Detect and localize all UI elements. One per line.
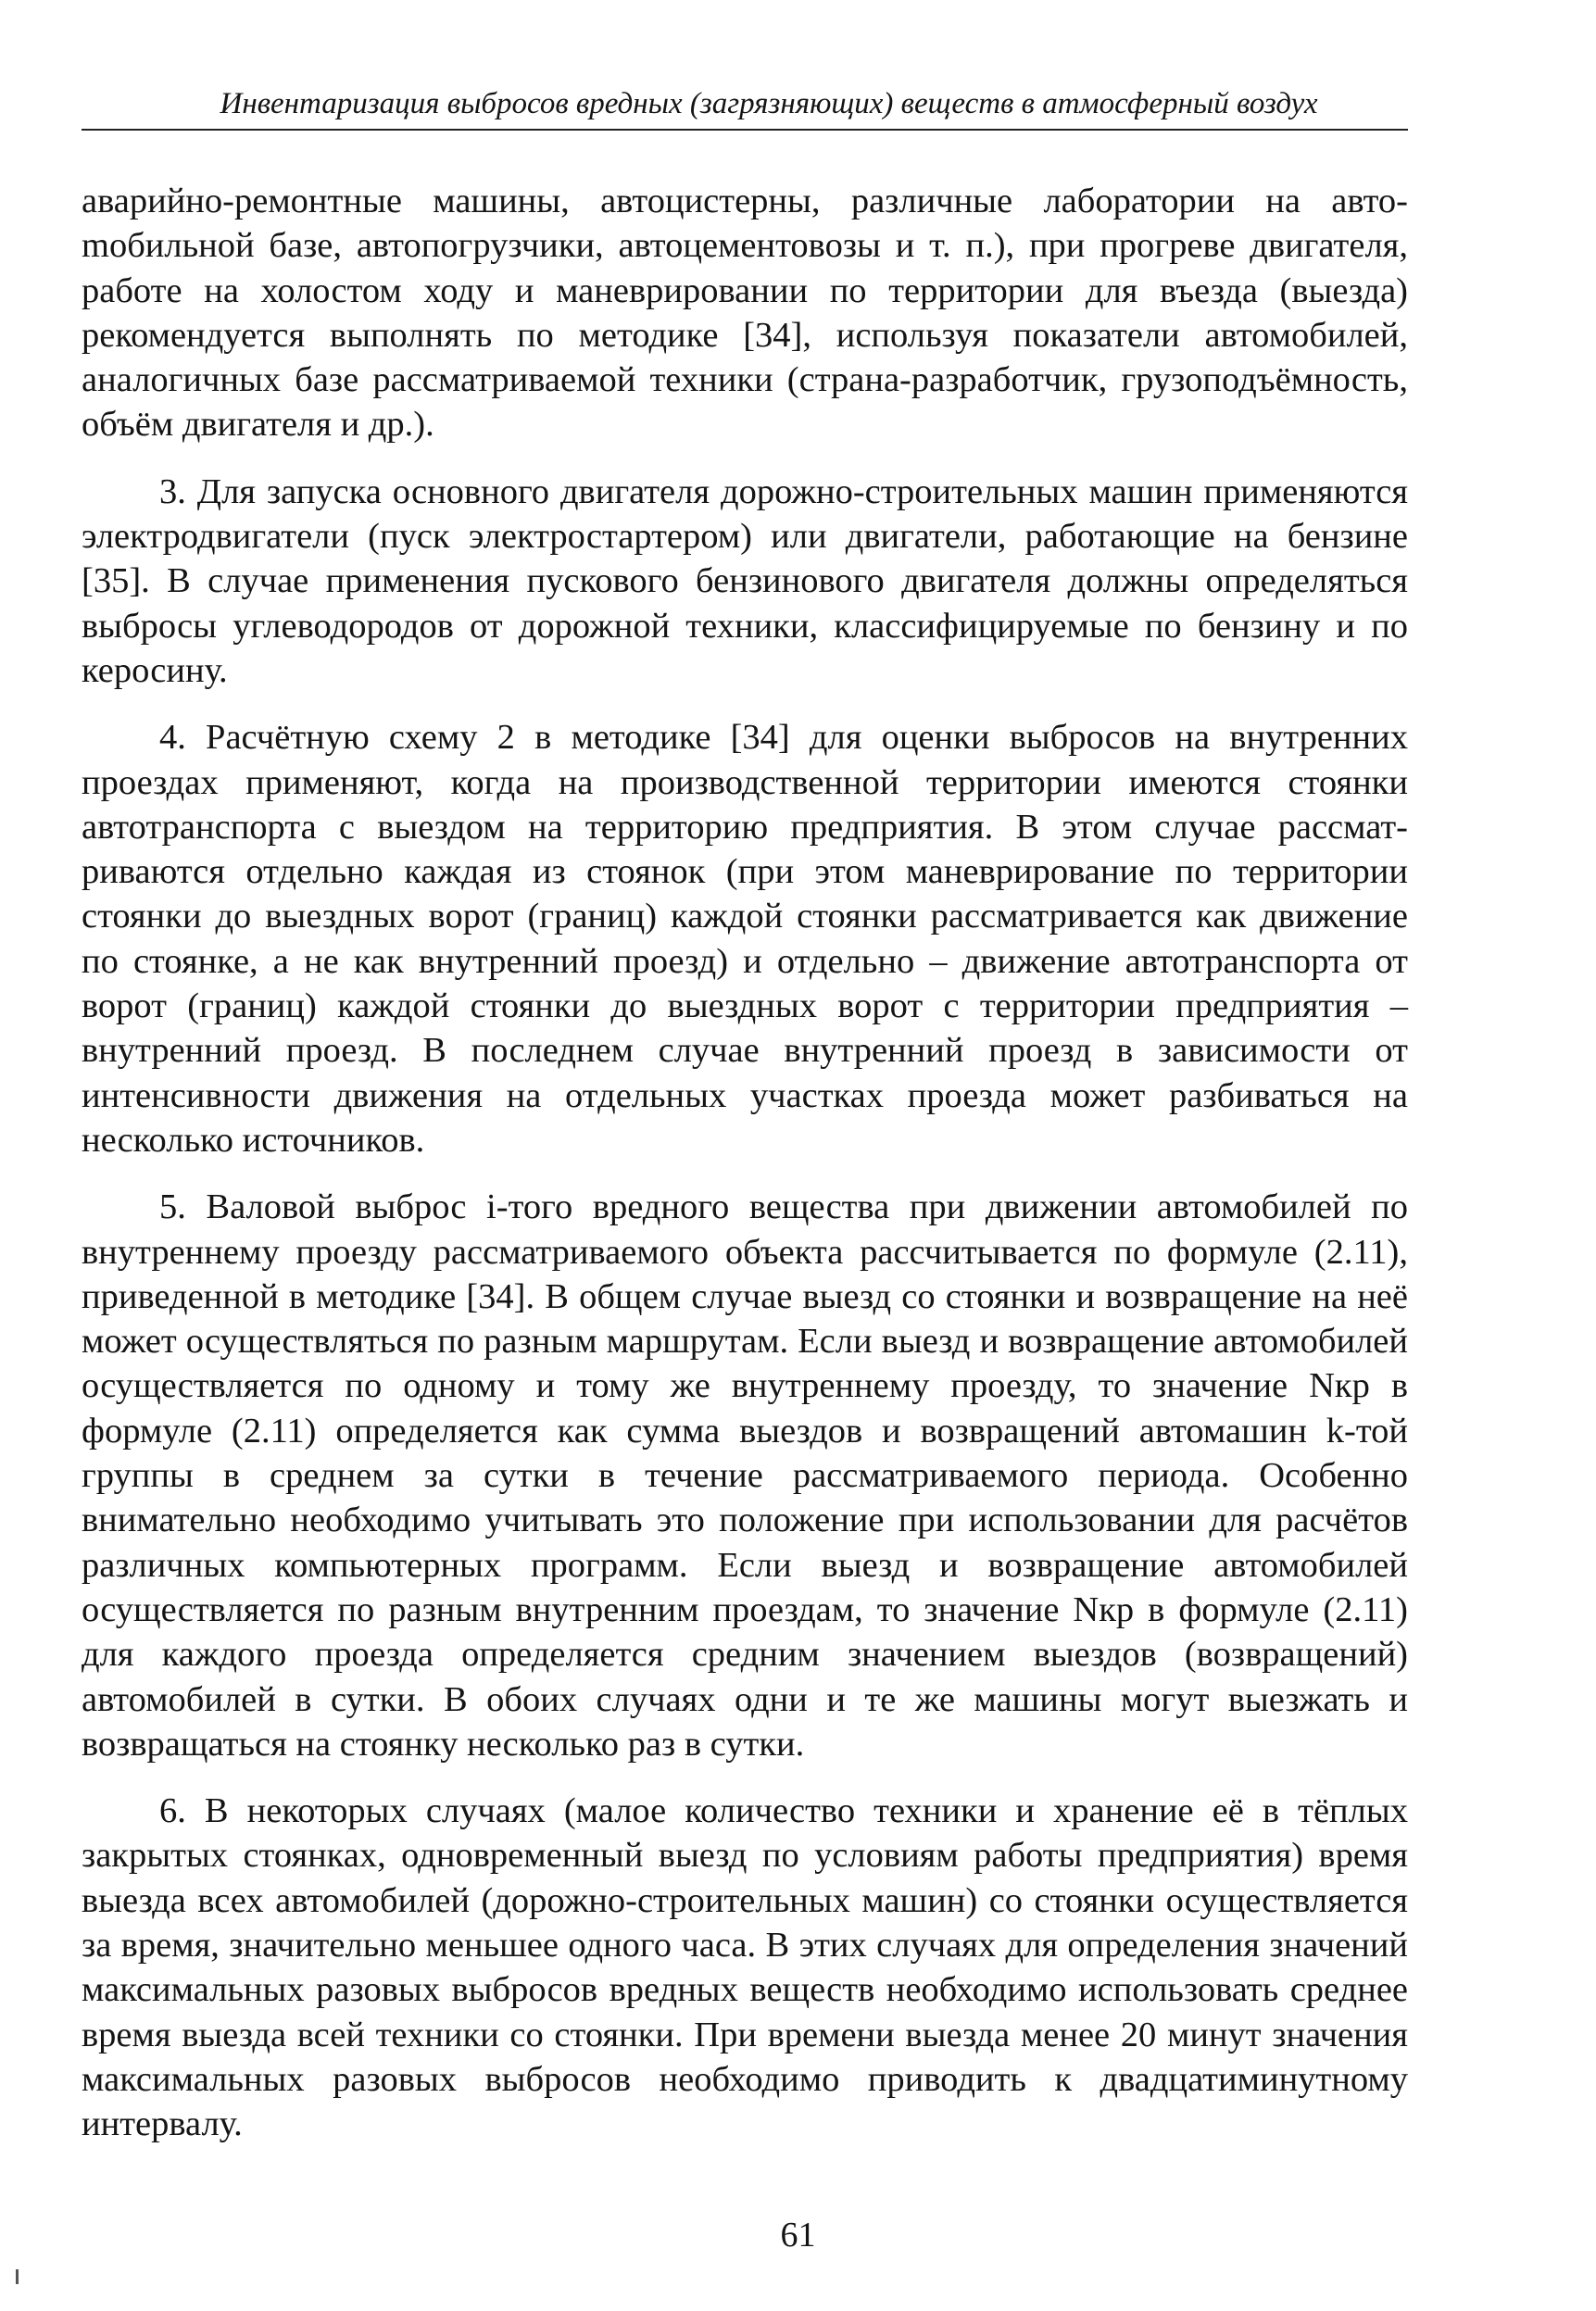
paragraph-5: 5. Валовой выброс i-того вредного вещества при движении автомобилей по внутреннему проезду рассматриваемого объекта рассчитывается по формуле (2.11), приведенной в методике [34]. В общем случае выезд со стоянки и возвращение на неё может осуществляться по разным маршрутам. Если выезд и возвращение автомобилей осуществляется по одному и тому же внутреннему проезду, то значение Nкр в формуле (2.11) определяется как сумма выездов и возвращений автомашин k-той группы в среднем за сутки в течение рассматриваемого периода. Особенно внимательно необходимо учитывать это положение при использовании для расчётов различных компьютерных программ. Если выезд и возвращение автомобилей осуществляется по разным внутренним проездам, то значение Nкр в формуле (2.11) для каждого проезда определяется средним значением выездов (возвращений) автомобилей в сутки. В обоих случаях одни и те же машины могут выезжать и возвращаться на стоянку несколько раз в сутки. (82, 1187, 1408, 1764)
header-rule (82, 129, 1408, 131)
paragraph-3: 3. Для запуска основного двигателя дорожно-строительных машин применяются электродвигатели (пуск электростартером) или двигатели, работающие на бензине [35]. В случае применения пускового бензинового двигателя должны определяться выбросы углеводородов от дорожной техники, классифицируемые по бензину и по керосину. (82, 471, 1408, 690)
scan-artifact (16, 2269, 19, 2284)
body-text (82, 179, 1408, 2168)
running-header: Инвентаризация выбросов вредных (загрязняющих) веществ в атмосферный воздух (220, 87, 1318, 120)
paragraph-6: 6. В некоторых случаях (малое количество техники и хранение её в тёплых закрытых стоянках, одновременный выезд по условиям работы предприятия) время выезда всех автомобилей (дорожно-строительных машин) со стоянки осуществляется за время, значительно меньшее одного часа. В этих случаях для определения значений максимальных разовых выбросов вредных веществ необходимо использовать среднее время выезда всей техники со стоянки. При времени выезда менее 20 минут значения максимальных разовых выбросов необходимо приводить к двадцатиминутному интервалу. (82, 1791, 1408, 2144)
page-number: 61 (780, 2216, 816, 2254)
paragraph-continued: аварийно-ремонтные машины, автоцистерны, различные лаборатории на автоmобильной базе, автопогрузчики, автоцементовозы и т. п.), при прогреве двигателя, работе на холостом ходу и маневрировании по территории для въезда (выезда) рекомендуется выполнять по методике [34], используя показатели автомобилей, аналогичных базе рассматриваемой техники (страна-разработчик, грузоподъёмность, объём двигателя и др.). (82, 182, 1408, 445)
paragraph-4: 4. Расчётную схему 2 в методике [34] для оценки выбросов на внутренних проездах применяют, когда на производственной территории имеются стоянки автотранспорта с выездом на территорию предприятия. В этом случае рассматриваются отдельно каждая из стоянок (при этом маневрирование по территории стоянки до выездных ворот (границ) каждой стоянки рассматривается как движение по стоянке, а не как внутренний проезд) и отдельно – движение автотранспорта от ворот (границ) каждой стоянки до выездных ворот с территории предприятия – внутренний проезд. В последнем случае внутренний проезд в зависимости от интенсивности движения на отдельных участках проезда может разбиваться на несколько источников. (82, 718, 1408, 1160)
